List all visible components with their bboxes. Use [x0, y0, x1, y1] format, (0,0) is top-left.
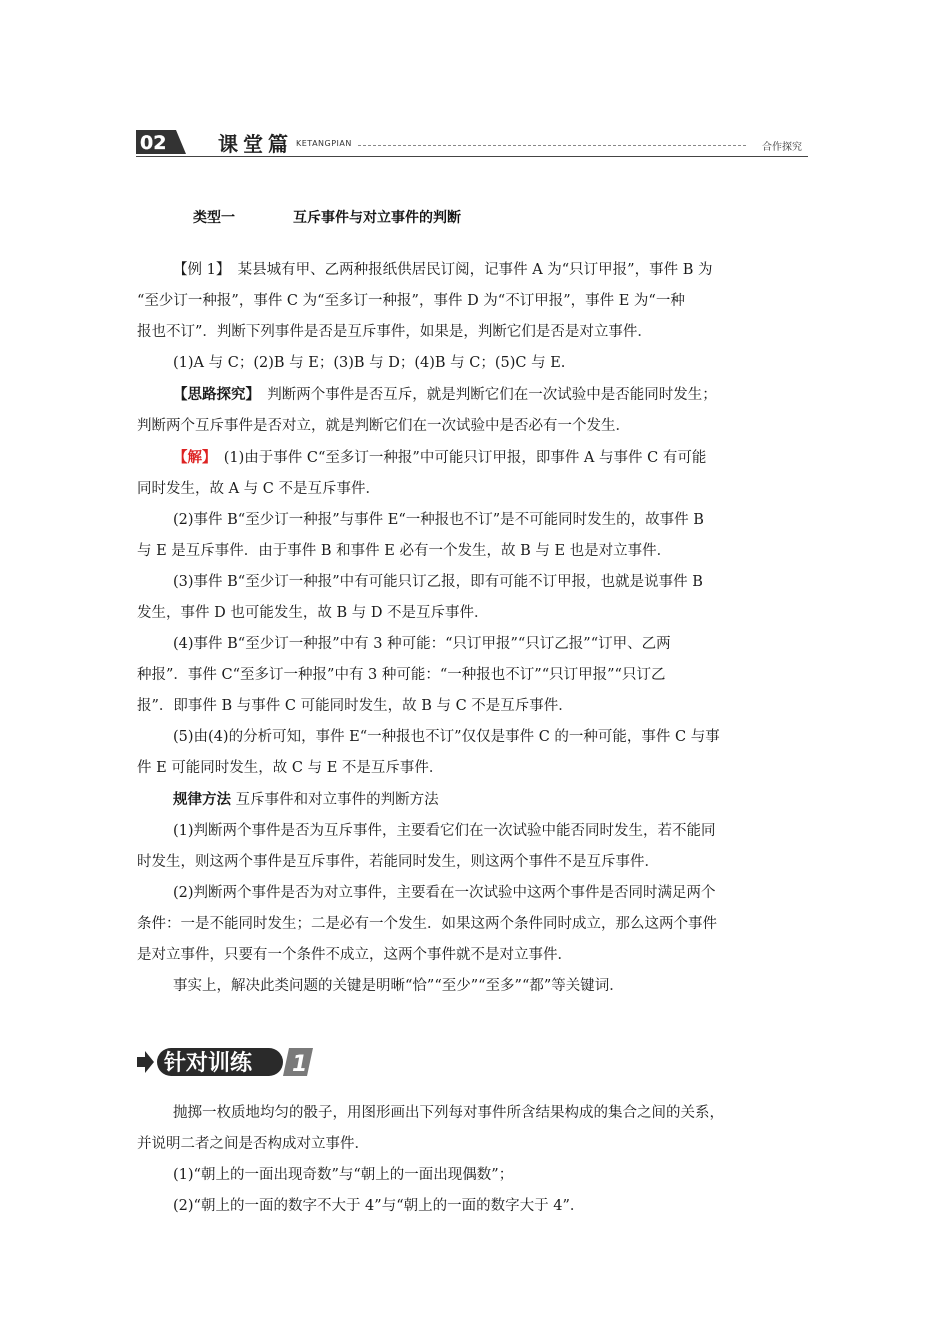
training-line: (2)“朝上的一面的数字不大于 4”与“朝上的一面的数字大于 4”．: [173, 1198, 585, 1214]
example-line: “至少订一种报”，事件 C 为“至多订一种报”，事件 D 为“不订甲报”，事件 E 为“一种: [137, 293, 685, 309]
solution-line: 件 E 可能同时发生，故 C 与 E 不是互斥事件．: [137, 760, 444, 776]
badge-number: 02: [140, 132, 167, 154]
method-line: 是对立事件，只要有一个条件不成立，这两个事件就不是对立事件．: [137, 947, 572, 963]
method-title: 互斥事件和对立事件的判断方法: [231, 792, 439, 808]
solution-line: 发生，事件 D 也可能发生，故 B 与 D 不是互斥事件．: [137, 605, 489, 621]
method-tag: 规律方法: [173, 791, 231, 808]
solution-line: 同时发生，故 A 与 C 不是互斥事件．: [137, 481, 381, 497]
training-line: 抛掷一枚质地均匀的骰子，用图形画出下列每对事件所含结果构成的集合之间的关系，: [173, 1105, 724, 1121]
header-dashed-rule: [358, 145, 746, 146]
solution-line: (3)事件 B“至少订一种报”中有可能只订乙报，即有可能不订甲报，也就是说事件 B: [173, 574, 703, 590]
idea-tag: 【思路探究】: [173, 386, 253, 403]
training-block: [137, 1098, 817, 1222]
header-rule: [136, 156, 808, 157]
method-line: 事实上，解决此类问题的关键是明晰“恰”“至少”“至多”“都”等关键词．: [173, 978, 624, 994]
solution-line: 与 E 是互斥事件．由于事件 B 和事件 E 必有一个发生，故 B 与 E 也是对立事件．: [137, 543, 672, 559]
solution-line: [137, 442, 817, 474]
header-subtitle: KETANGPIAN: [296, 139, 352, 148]
section-badge: [136, 130, 186, 154]
solution-line: 报”．即事件 B 与事件 C 可能同时发生，故 B 与 C 不是互斥事件．: [137, 698, 573, 714]
idea-line: [137, 379, 817, 411]
method-line: (1)判断两个事件是否为互斥事件，主要看它们在一次试验中能否同时发生，若不能同: [173, 823, 716, 839]
header-right-label: 合作探究: [762, 142, 802, 153]
section-title: 互斥事件与对立事件的判断: [293, 210, 461, 226]
idea-text: 判断两个事件是否互斥，就是判断它们在一次试验中是否能同时发生；: [252, 387, 717, 403]
solution-tag: 【解】: [173, 449, 210, 466]
solution-line: (5)由(4)的分析可知，事件 E“一种报也不订”仅仅是事件 C 的一种可能，事件 C 与事: [173, 729, 720, 745]
example-line: 报也不订”．判断下列事件是否是互斥事件，如果是，判断它们是否是对立事件．: [137, 324, 652, 340]
training-line: (1)“朝上的一面出现奇数”与“朝上的一面出现偶数”；: [173, 1167, 514, 1183]
solution-text: (1)由于事件 C“至多订一种报”中可能只订甲报，即事件 A 与事件 C 有可能: [209, 450, 707, 466]
example-block: [137, 255, 817, 1002]
solution-line: 种报”．事件 C“至多订一种报”中有 3 种可能：“一种报也不订”“只订甲报”“只订乙: [137, 667, 666, 683]
training-number: 1: [292, 1052, 308, 1077]
method-line: 条件：一是不能同时发生；二是必有一个发生．如果这两个条件同时成立，那么这两个事件: [137, 916, 717, 932]
arrow-right-icon: [137, 1051, 154, 1073]
method-line: 时发生，则这两个事件是互斥事件，若能同时发生，则这两个事件不是互斥事件．: [137, 854, 659, 870]
training-title: 针对训练: [164, 1051, 253, 1076]
example-line: 【例 1】 某县城有甲、乙两种报纸供居民订阅，记事件 A 为“只订甲报”，事件 B 为: [173, 262, 713, 278]
solution-line: (2)事件 B“至少订一种报”与事件 E“一种报也不订”是不可能同时发生的，故事件 B: [173, 512, 704, 528]
example-line: (1)A 与 C；(2)B 与 E；(3)B 与 D；(4)B 与 C；(5)C 与 E.: [173, 355, 566, 371]
idea-line: 判断两个互斥事件是否对立，就是判断它们在一次试验中是否必有一个发生．: [137, 418, 630, 434]
solution-line: (4)事件 B“至少订一种报”中有 3 种可能：“只订甲报”“只订乙报”“订甲、乙两: [173, 636, 671, 652]
method-line: (2)判断两个事件是否为对立事件，主要看在一次试验中这两个事件是否同时满足两个: [173, 885, 716, 901]
method-title-line: [137, 784, 817, 816]
training-banner: [137, 1044, 337, 1080]
page-header: [136, 128, 808, 158]
training-line: 并说明二者之间是否构成对立事件．: [137, 1136, 369, 1152]
section-label: 类型一: [193, 210, 235, 226]
header-title: 课堂篇: [218, 132, 293, 156]
